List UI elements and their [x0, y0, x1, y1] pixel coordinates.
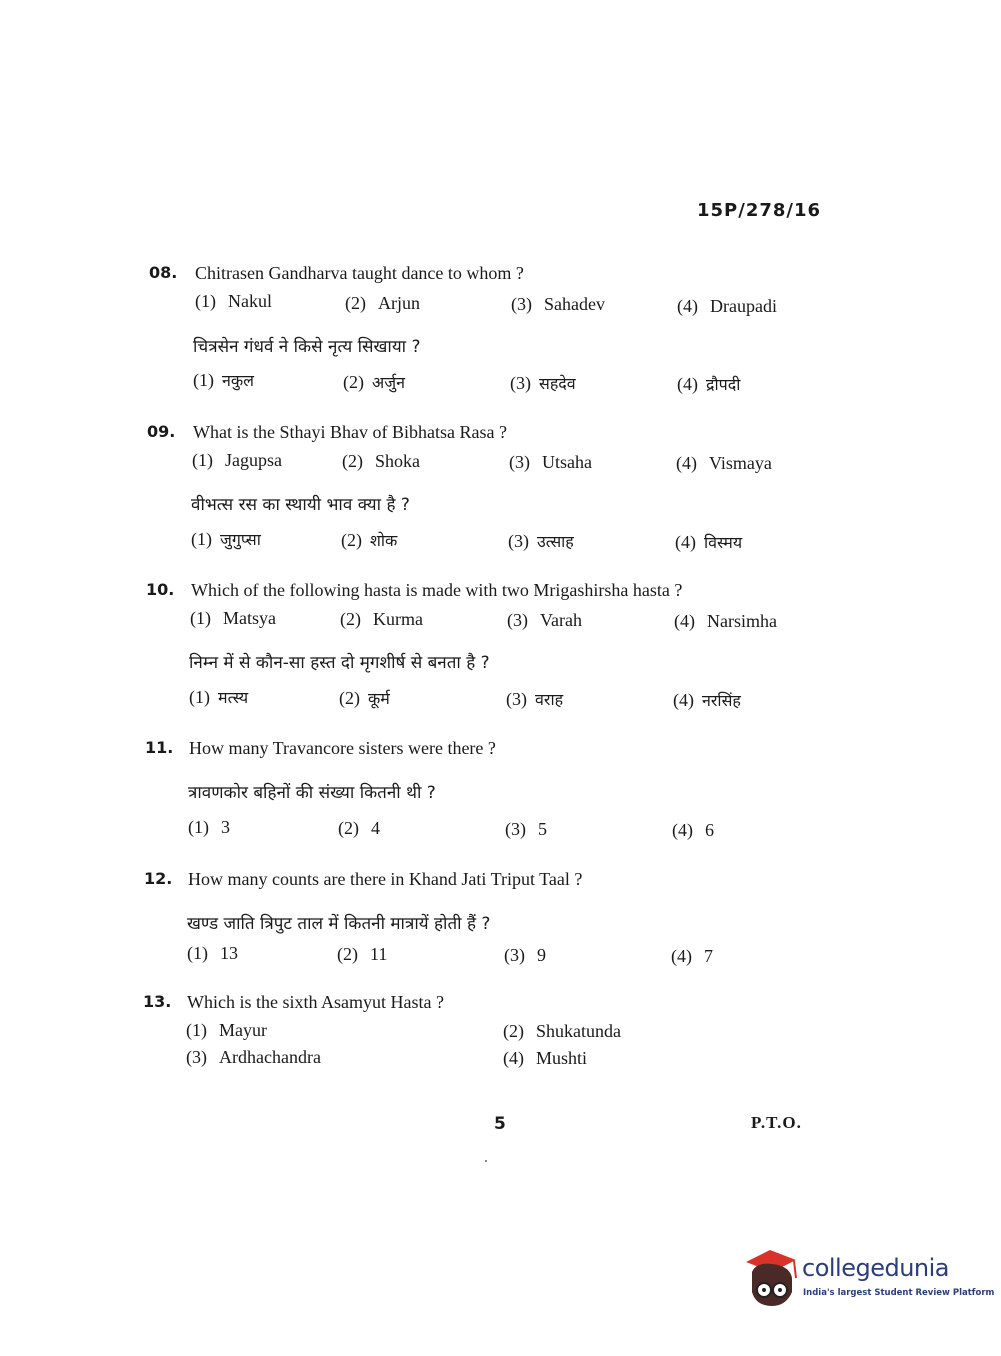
option: (4) Narsimha — [674, 611, 777, 631]
logo-tagline: India's largest Student Review Platform — [803, 1288, 995, 1298]
option: (2) Shoka — [342, 451, 420, 471]
page-number: 5 — [494, 1114, 506, 1134]
option-hi: (4) द्रौपदी — [677, 374, 741, 394]
option-hi: (2) शोक — [341, 530, 398, 550]
question-text-hi: चित्रसेन गंधर्व ने किसे नृत्य सिखाया ? — [193, 337, 421, 357]
option: (4) 7 — [671, 946, 713, 966]
option: (2) 11 — [337, 944, 388, 964]
option: (1) 13 — [187, 943, 238, 963]
mascot-icon — [742, 1248, 804, 1314]
question-number: 08. — [149, 263, 178, 282]
option-hi: (4) विस्मय — [675, 532, 743, 552]
question-text-en: What is the Sthayi Bhav of Bibhatsa Rasa ? — [193, 422, 507, 442]
question-number: 09. — [147, 422, 176, 441]
question-text-en: Chitrasen Gandharva taught dance to whom ? — [195, 263, 524, 283]
option: (3) 9 — [504, 945, 546, 965]
option-hi: (3) वराह — [506, 689, 564, 709]
question-number: 10. — [146, 580, 175, 599]
option: (3) Ardhachandra — [186, 1047, 321, 1067]
option-hi: (2) अर्जुन — [343, 372, 405, 392]
logo-wordmark: collegedunia — [802, 1254, 950, 1282]
question-text-hi: त्रावणकोर बहिनों की संख्या कितनी थी ? — [188, 783, 436, 803]
question-text-en: How many Travancore sisters were there ? — [189, 738, 496, 758]
option: (2) Kurma — [340, 609, 423, 629]
question-number: 13. — [143, 992, 172, 1011]
option-hi: (3) सहदेव — [510, 373, 576, 393]
option: (2) 4 — [338, 818, 380, 838]
option: (1) Matsya — [190, 608, 276, 628]
question-text-hi: खण्ड जाति त्रिपुट ताल में कितनी मात्रायें होती हैं ? — [187, 914, 491, 934]
option: (1) Nakul — [195, 291, 272, 311]
option-hi: (1) जुगुप्सा — [191, 529, 261, 549]
question-text-en: Which of the following hasta is made with two Mrigashirsha hasta ? — [191, 580, 683, 600]
option: (4) Vismaya — [676, 453, 772, 473]
pto-label: P.T.O. — [751, 1113, 802, 1132]
paper-code: 15P/278/16 — [697, 200, 822, 221]
option: (1) Mayur — [186, 1020, 267, 1040]
collegedunia-logo — [742, 1248, 995, 1314]
option: (2) Arjun — [345, 293, 420, 313]
option: (3) 5 — [505, 819, 547, 839]
scan-speck — [485, 1160, 487, 1162]
question-number: 12. — [144, 869, 173, 888]
option: (4) Mushti — [503, 1048, 588, 1068]
option-hi: (1) मत्स्य — [189, 687, 249, 707]
question-text-hi: निम्न में से कौन-सा हस्त दो मृगशीर्ष से बनता है ? — [189, 653, 490, 673]
question-text-hi: वीभत्स रस का स्थायी भाव क्या है ? — [191, 495, 410, 515]
question-text-en: Which is the sixth Asamyut Hasta ? — [187, 992, 444, 1012]
option: (4) 6 — [672, 820, 714, 840]
option: (1) 3 — [188, 817, 230, 837]
question-text-en: How many counts are there in Khand Jati Triput Taal ? — [188, 869, 583, 889]
option: (1) Jagupsa — [192, 450, 282, 470]
option-hi: (3) उत्साह — [508, 531, 574, 551]
option: (3) Utsaha — [509, 452, 592, 472]
option-hi: (1) नकुल — [193, 370, 255, 390]
option: (3) Varah — [507, 610, 582, 630]
option: (3) Sahadev — [511, 294, 605, 314]
option-hi: (4) नरसिंह — [673, 690, 741, 710]
question-number: 11. — [145, 738, 174, 757]
option-hi: (2) कूर्म — [339, 688, 390, 708]
option: (4) Draupadi — [677, 296, 777, 316]
option: (2) Shukatunda — [503, 1021, 621, 1041]
